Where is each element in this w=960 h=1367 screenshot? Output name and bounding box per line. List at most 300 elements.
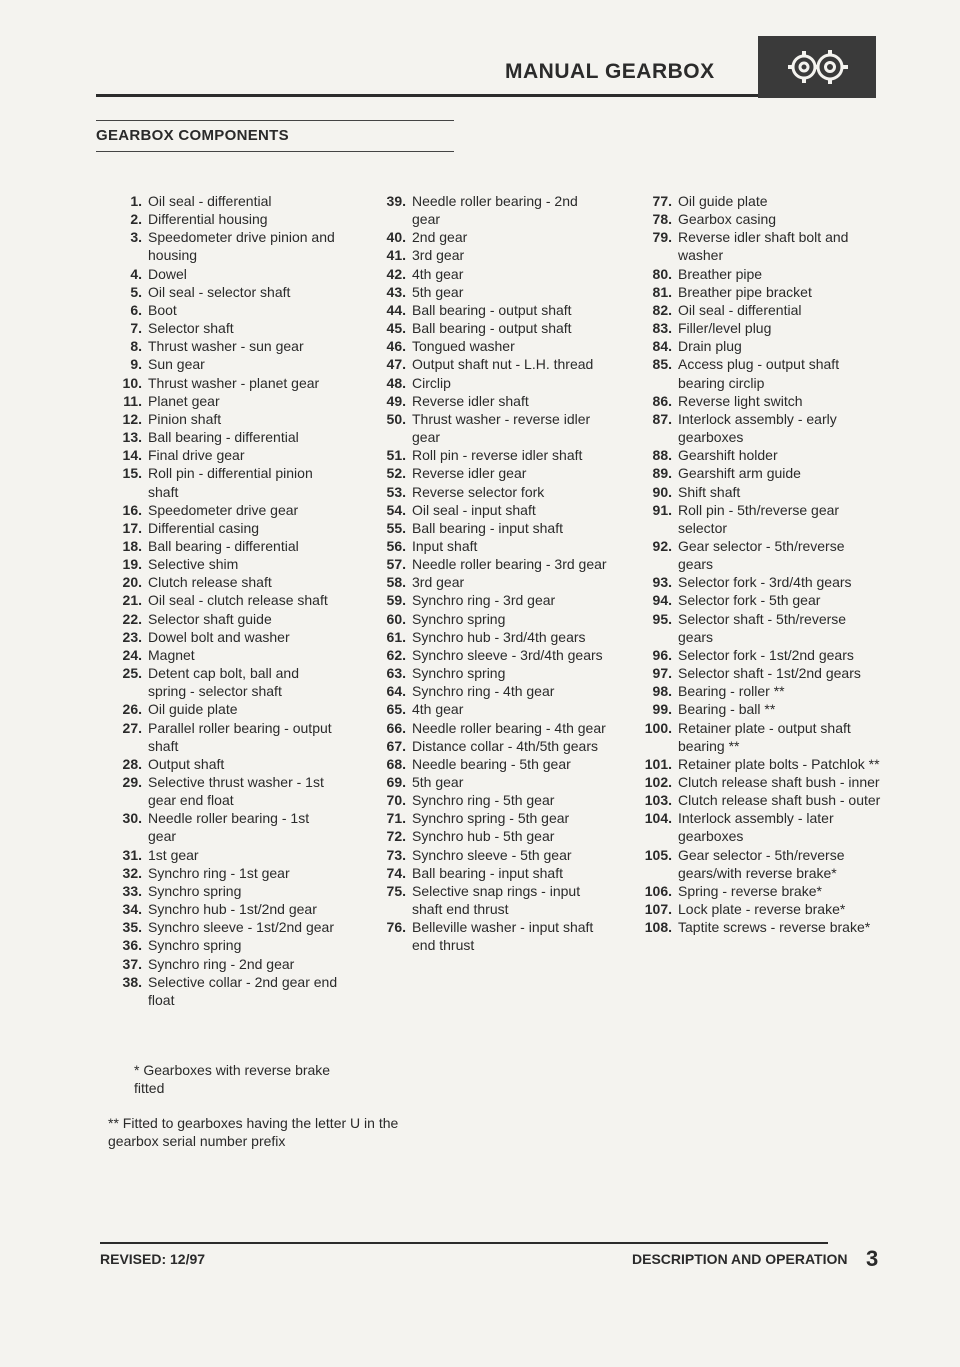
list-item	[372, 464, 608, 482]
item-description: Synchro ring - 5th gear	[412, 792, 555, 809]
components-list-column-3	[632, 192, 882, 936]
list-item	[372, 228, 608, 246]
item-number: 78.	[652, 211, 672, 228]
item-number: 24.	[122, 646, 142, 663]
item-number: 31.	[122, 846, 142, 863]
item-number: 75.	[386, 882, 406, 899]
item-number: 97.	[652, 665, 672, 682]
item-description: Dowel bolt and washer	[148, 628, 290, 645]
list-item	[108, 610, 338, 628]
item-description: Interlock assembly - early gearboxes	[678, 410, 837, 446]
item-description: Pinion shaft	[148, 410, 222, 427]
item-description: Bearing - roller **	[678, 683, 785, 700]
item-description: Output shaft nut - L.H. thread	[412, 356, 594, 373]
list-item	[372, 374, 608, 392]
list-item	[108, 283, 338, 301]
item-number: 48.	[386, 374, 406, 391]
list-item	[372, 664, 608, 682]
item-number: 91.	[652, 501, 672, 518]
item-description: Dowel	[148, 265, 187, 282]
item-number: 41.	[386, 247, 406, 264]
item-description: Ball bearing - input shaft	[412, 519, 563, 536]
item-description: Magnet	[148, 646, 195, 663]
list-item	[632, 228, 882, 264]
item-description: Gearbox casing	[678, 211, 777, 228]
item-number: 60.	[386, 610, 406, 627]
item-description: Gear selector - 5th/reverse gears/with reverse brake*	[678, 846, 845, 881]
item-description: Taptite screws - reverse brake*	[678, 919, 871, 936]
item-number: 40.	[386, 229, 406, 246]
item-description: Final drive gear	[148, 447, 245, 464]
item-number: 72.	[386, 828, 406, 845]
list-item	[108, 846, 338, 864]
item-number: 52.	[386, 465, 406, 482]
list-item	[372, 501, 608, 519]
item-description: 4th gear	[412, 265, 464, 282]
item-description: 3rd gear	[412, 247, 465, 264]
item-description: Synchro ring - 3rd gear	[412, 592, 556, 609]
components-list-column-1	[108, 192, 338, 1009]
page-number: 3	[866, 1246, 879, 1271]
list-item	[632, 846, 882, 882]
list-item	[108, 501, 338, 519]
item-number: 4.	[130, 265, 142, 282]
item-description: Synchro hub - 1st/2nd gear	[148, 901, 317, 918]
item-description: Synchro sleeve - 3rd/4th gears	[412, 646, 603, 663]
item-number: 49.	[386, 392, 406, 409]
list-item	[632, 410, 882, 446]
list-item	[108, 301, 338, 319]
item-description: Reverse light switch	[678, 392, 803, 409]
item-number: 47.	[386, 356, 406, 373]
list-item	[632, 918, 882, 936]
list-item	[108, 192, 338, 210]
item-description: Oil seal - differential	[678, 301, 802, 318]
item-description: Oil seal - differential	[148, 193, 272, 209]
item-number: 100.	[644, 719, 672, 736]
item-description: Oil seal - selector shaft	[148, 283, 291, 300]
item-description: Distance collar - 4th/5th gears	[412, 737, 598, 754]
list-item	[108, 464, 338, 500]
item-number: 37.	[122, 955, 142, 972]
item-number: 53.	[386, 483, 406, 500]
item-number: 79.	[652, 229, 672, 246]
item-number: 27.	[122, 719, 142, 736]
item-number: 82.	[652, 301, 672, 318]
list-item	[372, 337, 608, 355]
item-description: Reverse idler shaft	[412, 392, 529, 409]
list-item	[372, 610, 608, 628]
item-description: 3rd gear	[412, 574, 465, 591]
item-description: Parallel roller bearing - output shaft	[148, 719, 332, 754]
page-header-title: MANUAL GEARBOX	[505, 60, 715, 83]
list-item	[372, 446, 608, 464]
item-description: Oil guide plate	[678, 193, 768, 209]
item-number: 89.	[652, 465, 672, 482]
item-number: 21.	[122, 592, 142, 609]
list-item	[108, 646, 338, 664]
list-item	[632, 355, 882, 391]
item-number: 50.	[386, 410, 406, 427]
list-item	[372, 827, 608, 845]
item-description: Selector fork - 1st/2nd gears	[678, 646, 854, 663]
item-number: 77.	[652, 193, 672, 209]
item-number: 45.	[386, 320, 406, 337]
list-item	[108, 573, 338, 591]
item-description: Needle roller bearing - 1st gear	[148, 810, 310, 845]
item-description: 4th gear	[412, 701, 464, 718]
item-number: 101.	[644, 755, 672, 772]
list-item	[372, 737, 608, 755]
list-item	[108, 918, 338, 936]
item-description: Speedometer drive gear	[148, 501, 299, 518]
item-description: Selector fork - 5th gear	[678, 592, 821, 609]
item-description: Bearing - ball **	[678, 701, 776, 718]
item-number: 90.	[652, 483, 672, 500]
list-item	[108, 537, 338, 555]
item-description: Reverse idler gear	[412, 465, 527, 482]
list-item	[632, 682, 882, 700]
list-item	[108, 337, 338, 355]
item-description: Synchro hub - 3rd/4th gears	[412, 628, 586, 645]
item-description: Synchro spring	[148, 937, 242, 954]
list-item	[108, 864, 338, 882]
item-description: Synchro ring - 1st gear	[148, 864, 290, 881]
item-description: Selector fork - 3rd/4th gears	[678, 574, 852, 591]
item-description: Clutch release shaft	[148, 574, 272, 591]
item-description: Boot	[148, 301, 177, 318]
list-item	[108, 955, 338, 973]
list-item	[108, 265, 338, 283]
list-item	[108, 319, 338, 337]
list-item	[632, 610, 882, 646]
list-item	[632, 210, 882, 228]
list-item	[632, 483, 882, 501]
item-number: 94.	[652, 592, 672, 609]
item-number: 93.	[652, 574, 672, 591]
item-number: 51.	[386, 447, 406, 464]
item-number: 39.	[386, 193, 406, 209]
list-item	[632, 773, 882, 791]
item-description: Lock plate - reverse brake*	[678, 901, 846, 918]
item-number: 14.	[122, 447, 142, 464]
list-item	[372, 519, 608, 537]
item-number: 19.	[122, 556, 142, 573]
item-description: Speedometer drive pinion and housing	[148, 229, 335, 264]
item-number: 96.	[652, 646, 672, 663]
item-number: 55.	[386, 519, 406, 536]
list-item	[108, 428, 338, 446]
list-item	[108, 355, 338, 373]
list-item	[108, 809, 338, 845]
revision-date: REVISED: 12/97	[100, 1251, 206, 1267]
list-item	[372, 246, 608, 264]
item-description: Clutch release shaft bush - outer	[678, 792, 881, 809]
item-number: 56.	[386, 537, 406, 554]
list-item	[632, 664, 882, 682]
item-number: 70.	[386, 792, 406, 809]
item-number: 57.	[386, 556, 406, 573]
list-item	[372, 355, 608, 373]
item-number: 54.	[386, 501, 406, 518]
list-item	[372, 265, 608, 283]
item-description: Retainer plate - output shaft bearing **	[678, 719, 851, 754]
item-number: 68.	[386, 755, 406, 772]
item-description: Roll pin - differential pinion shaft	[148, 465, 313, 500]
item-number: 59.	[386, 592, 406, 609]
list-item	[632, 573, 882, 591]
item-description: Ball bearing - differential	[148, 537, 299, 554]
list-item	[372, 755, 608, 773]
list-item	[108, 392, 338, 410]
item-number: 76.	[386, 919, 406, 936]
item-description: Spring - reverse brake*	[678, 882, 822, 899]
item-number: 15.	[122, 465, 142, 482]
list-item	[372, 918, 608, 954]
item-number: 107.	[644, 901, 672, 918]
item-description: Breather pipe	[678, 265, 763, 282]
item-description: Retainer plate bolts - Patchlok **	[678, 755, 880, 772]
item-number: 71.	[386, 810, 406, 827]
item-description: Input shaft	[412, 537, 478, 554]
list-item	[372, 700, 608, 718]
item-number: 85.	[652, 356, 672, 373]
item-description: Output shaft	[148, 755, 225, 772]
item-number: 73.	[386, 846, 406, 863]
list-item	[372, 410, 608, 446]
list-item	[372, 628, 608, 646]
gearbox-icon	[758, 36, 876, 98]
list-item	[108, 700, 338, 718]
item-number: 34.	[122, 901, 142, 918]
item-number: 5.	[130, 283, 142, 300]
item-number: 106.	[644, 882, 672, 899]
list-item	[632, 301, 882, 319]
list-item	[632, 501, 882, 537]
footer-divider	[100, 1242, 828, 1244]
item-description: Differential casing	[148, 519, 260, 536]
item-number: 67.	[386, 737, 406, 754]
list-item	[372, 591, 608, 609]
item-description: Selective collar - 2nd gear end float	[148, 973, 338, 1008]
item-number: 74.	[386, 864, 406, 881]
item-description: Synchro ring - 2nd gear	[148, 955, 295, 972]
list-item	[108, 628, 338, 646]
item-description: 1st gear	[148, 846, 199, 863]
list-item	[108, 210, 338, 228]
list-item	[372, 301, 608, 319]
item-description: Roll pin - reverse idler shaft	[412, 447, 583, 464]
item-description: Synchro spring	[412, 610, 506, 627]
list-item	[372, 882, 608, 918]
item-description: 5th gear	[412, 774, 464, 790]
item-number: 61.	[386, 628, 406, 645]
list-item	[372, 319, 608, 337]
item-number: 86.	[652, 392, 672, 409]
item-description: Thrust washer - planet gear	[148, 374, 320, 391]
item-description: Differential housing	[148, 211, 268, 228]
list-item	[632, 882, 882, 900]
item-number: 12.	[122, 410, 142, 427]
item-number: 80.	[652, 265, 672, 282]
item-description: Synchro sleeve - 5th gear	[412, 846, 572, 863]
item-description: Selective snap rings - input shaft end thrust	[412, 882, 581, 918]
list-item	[632, 265, 882, 283]
item-number: 43.	[386, 283, 406, 300]
list-item	[372, 773, 608, 791]
list-item	[108, 936, 338, 954]
item-description: Detent cap bolt, ball and spring - selector shaft	[148, 665, 299, 700]
header-divider	[96, 94, 758, 97]
footnote-serial-prefix: ** Fitted to gearboxes having the letter U in the gearbox serial number prefix	[108, 1115, 399, 1149]
list-item	[108, 555, 338, 573]
item-number: 2.	[130, 211, 142, 228]
item-number: 1.	[130, 193, 142, 209]
list-item	[108, 374, 338, 392]
list-item	[372, 573, 608, 591]
item-number: 3.	[130, 229, 142, 246]
list-item	[632, 337, 882, 355]
item-number: 81.	[652, 283, 672, 300]
list-item	[108, 755, 338, 773]
item-description: Planet gear	[148, 392, 220, 409]
item-number: 10.	[122, 374, 142, 391]
item-description: Synchro spring - 5th gear	[412, 810, 570, 827]
item-number: 28.	[122, 755, 142, 772]
list-item	[108, 882, 338, 900]
item-number: 38.	[122, 973, 142, 990]
list-item	[632, 700, 882, 718]
item-number: 104.	[644, 810, 672, 827]
list-item	[372, 392, 608, 410]
list-item	[372, 283, 608, 301]
item-number: 29.	[122, 774, 142, 790]
item-number: 33.	[122, 882, 142, 899]
list-item	[372, 719, 608, 737]
item-description: Needle bearing - 5th gear	[412, 755, 571, 772]
item-number: 63.	[386, 665, 406, 682]
item-description: Gearshift holder	[678, 447, 778, 464]
item-number: 98.	[652, 683, 672, 700]
item-number: 105.	[644, 846, 672, 863]
section-rule-top	[96, 120, 454, 121]
list-item	[632, 192, 882, 210]
item-number: 20.	[122, 574, 142, 591]
footnote-reverse-brake: * Gearboxes with reverse brake fitted	[134, 1062, 331, 1096]
list-item	[108, 446, 338, 464]
item-description: 2nd gear	[412, 229, 468, 246]
item-number: 6.	[130, 301, 142, 318]
list-item	[108, 591, 338, 609]
footer-section-name: DESCRIPTION AND OPERATION	[632, 1251, 848, 1267]
item-description: Ball bearing - output shaft	[412, 320, 572, 337]
item-number: 69.	[386, 774, 406, 790]
item-description: Breather pipe bracket	[678, 283, 812, 300]
item-number: 18.	[122, 537, 142, 554]
item-number: 64.	[386, 683, 406, 700]
item-description: Access plug - output shaft bearing circlip	[678, 356, 840, 391]
item-description: Clutch release shaft bush - inner	[678, 774, 880, 790]
item-number: 62.	[386, 646, 406, 663]
item-description: Roll pin - 5th/reverse gear selector	[678, 501, 840, 536]
item-description: Interlock assembly - later gearboxes	[678, 810, 834, 845]
item-number: 84.	[652, 338, 672, 355]
item-number: 11.	[123, 392, 142, 409]
item-description: Thrust washer - sun gear	[148, 338, 304, 355]
item-number: 83.	[652, 320, 672, 337]
list-item	[632, 464, 882, 482]
list-item	[632, 446, 882, 464]
item-number: 87.	[652, 410, 672, 427]
item-number: 13.	[122, 429, 142, 446]
item-number: 36.	[122, 937, 142, 954]
item-description: Synchro spring	[148, 882, 242, 899]
section-rule-bottom	[96, 151, 454, 152]
list-item	[372, 791, 608, 809]
item-description: Needle roller bearing - 2nd gear	[412, 193, 578, 228]
list-item	[632, 900, 882, 918]
item-number: 17.	[122, 519, 142, 536]
item-number: 46.	[386, 338, 406, 355]
item-number: 32.	[122, 864, 142, 881]
list-item	[632, 537, 882, 573]
item-number: 26.	[122, 701, 142, 718]
list-item	[632, 646, 882, 664]
item-number: 8.	[130, 338, 142, 355]
item-number: 25.	[122, 665, 142, 682]
item-number: 88.	[652, 447, 672, 464]
item-description: Selective thrust washer - 1st gear end float	[148, 774, 324, 809]
item-description: Selector shaft guide	[148, 610, 272, 627]
components-list-column-2	[372, 192, 608, 955]
item-description: Circlip	[412, 374, 451, 391]
list-item	[108, 228, 338, 264]
list-item	[108, 973, 338, 1009]
list-item	[372, 682, 608, 700]
item-number: 65.	[386, 701, 406, 718]
item-description: Oil seal - clutch release shaft	[148, 592, 328, 609]
item-number: 22.	[122, 610, 142, 627]
item-number: 30.	[122, 810, 142, 827]
item-number: 66.	[386, 719, 406, 736]
item-description: 5th gear	[412, 283, 464, 300]
item-description: Selective shim	[148, 556, 239, 573]
item-description: Ball bearing - differential	[148, 429, 299, 446]
item-description: Oil seal - input shaft	[412, 501, 536, 518]
item-description: Synchro spring	[412, 665, 506, 682]
item-description: Drain plug	[678, 338, 742, 355]
item-description: Filler/level plug	[678, 320, 772, 337]
item-number: 7.	[130, 320, 142, 337]
item-description: Gearshift arm guide	[678, 465, 801, 482]
item-description: Needle roller bearing - 3rd gear	[412, 556, 607, 573]
list-item	[632, 392, 882, 410]
list-item	[108, 900, 338, 918]
list-item	[372, 483, 608, 501]
section-title: GEARBOX COMPONENTS	[96, 127, 289, 144]
item-description: Ball bearing - input shaft	[412, 864, 563, 881]
item-number: 95.	[652, 610, 672, 627]
list-item	[632, 591, 882, 609]
list-item	[372, 864, 608, 882]
item-number: 99.	[652, 701, 672, 718]
item-number: 92.	[652, 537, 672, 554]
item-description: Synchro ring - 4th gear	[412, 683, 555, 700]
list-item	[108, 519, 338, 537]
list-item	[632, 283, 882, 301]
item-number: 16.	[122, 501, 142, 518]
item-number: 9.	[130, 356, 142, 373]
